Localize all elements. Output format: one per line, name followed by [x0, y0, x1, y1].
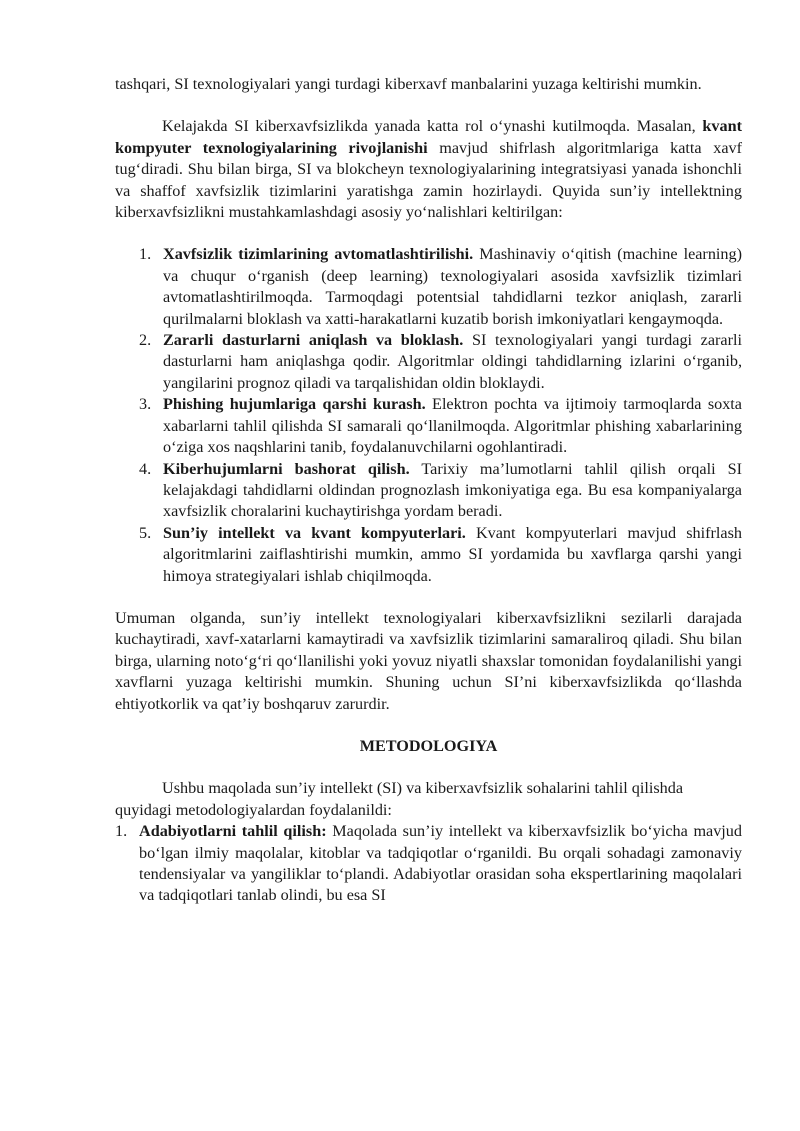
- directions-list: [139, 244, 742, 587]
- paragraph-future: Kelajakda SI kiberxavfsizlikda yanada katta rol oʻynashi kutilmoqda. Masalan, kvant kompyuter texnologiyalarining rivojlanishi mavjud shifrlash algoritmlariga katta xavf tugʻdiradi. Shu bilan birga, SI va blokcheyn texnologiyalarining integratsiyasi yanada ishonchli va shaffof xavfsizlik tizimlarini yaratishga zamin hozirlaydi. Quyida sun’iy intellektning kiberxavfsizlikni mustahkamlashdagi asosiy yoʻnalishlari keltirilgan:: [115, 117, 743, 222]
- paragraph-methodology: Ushbu maqolada sun’iy intellekt (SI) va kiberxavfsizlik sohalarini tahlil qilishda quyidagi metodologiyalardan foydalanildi:: [115, 779, 684, 819]
- paragraph-summary: Umuman olganda, sun’iy intellekt texnologiyalari kiberxavfsizlikni sezilarli darajada kuchaytiradi, xavf-xatarlarni kamaytiradi va xavfsizlik tizimlarini samaraliroq qiladi. Shu bilan birga, ularning notoʻgʻri qoʻllanilishi yoki yovuz niyatli shaxslar tomonidan foydalanilishi yangi xavflarni yuzaga keltirishi mumkin. Shuning uchun SI’ni kiberxavfsizlikda qoʻllashda ehtiyotkorlik va qat’iy boshqaruv zarurdir.: [115, 608, 742, 713]
- list-item: 1. Xavfsizlik tizimlarining avtomatlashtirilishi. Mashinaviy oʻqitish (machine learning) va chuqur oʻrganish (deep learning) texnologiyalari asosida xavfsizlik tizimlari avtomatlashtirilmoqda. Tarmoqdagi potentsial tahdidlarni tezkor aniqlash, zararli qurilmalarni bloklash va xatti-harakatlarni kuzatib borish imkoniyatlari kengaymoqda.: [139, 245, 742, 328]
- section-heading: METODOLOGIYA: [359, 736, 498, 755]
- list-item: 5. Sun’iy intellekt va kvant kompyuterlari. Kvant kompyuterlari mavjud shifrlash algoritmlarini zaiflashtirishi mumkin, ammo SI yordamida bu xavflarga qarshi yangi himoya strategiyalari ishlab chiqilmoqda.: [139, 523, 742, 585]
- document-page: [115, 74, 742, 907]
- list-item: 4. Kiberhujumlarni bashorat qilish. Tarixiy ma’lumotlarni tahlil qilish orqali SI kelajakdagi tahdidlarni oldindan prognozlash imkoniyatiga ega. Bu esa kompaniyalarga xavfsizlik choralarini kuchaytirishga yordam beradi.: [139, 459, 742, 521]
- paragraph-intro: tashqari, SI texnologiyalari yangi turdagi kiberxavf manbalarini yuzaga keltirishi mumkin.: [115, 75, 702, 93]
- list-item: 3. Phishing hujumlariga qarshi kurash. Elektron pochta va ijtimoiy tarmoqlarda soxta xabarlarni tahlil qilishda SI samarali qoʻllanilmoqda. Algoritmlar phishing xabarlarining oʻziga xos naqshlarini tanib, foydalanuvchilarni ogohlantiradi.: [139, 395, 742, 457]
- bold-phrase: kvant kompyuter texnologiyalarining rivojlanishi: [115, 117, 742, 157]
- list-item: 2. Zararli dasturlarni aniqlash va bloklash. SI texnologiyalari yangi turdagi zararli dasturlarni ham aniqlashga qodir. Algoritmlar oldingi tahdidlarning izlarini oʻrganib, yangilarini prognoz qiladi va tarqalishidan oldin bloklaydi.: [139, 331, 742, 392]
- methodology-list: [115, 821, 742, 907]
- list-item: 1. Adabiyotlarni tahlil qilish: Maqolada sun’iy intellekt va kiberxavfsizlik boʻyicha mavjud boʻlgan ilmiy maqolalar, kitoblar va tadqiqotlar oʻrganildi. Bu orqali sohadagi zamonaviy tendensiyalar va yangiliklar toʻplandi. Adabiyotlar orasidan soha ekspertlarining maqolalari va tadqiqotlari tanlab olindi, bu esa SI: [115, 822, 742, 905]
